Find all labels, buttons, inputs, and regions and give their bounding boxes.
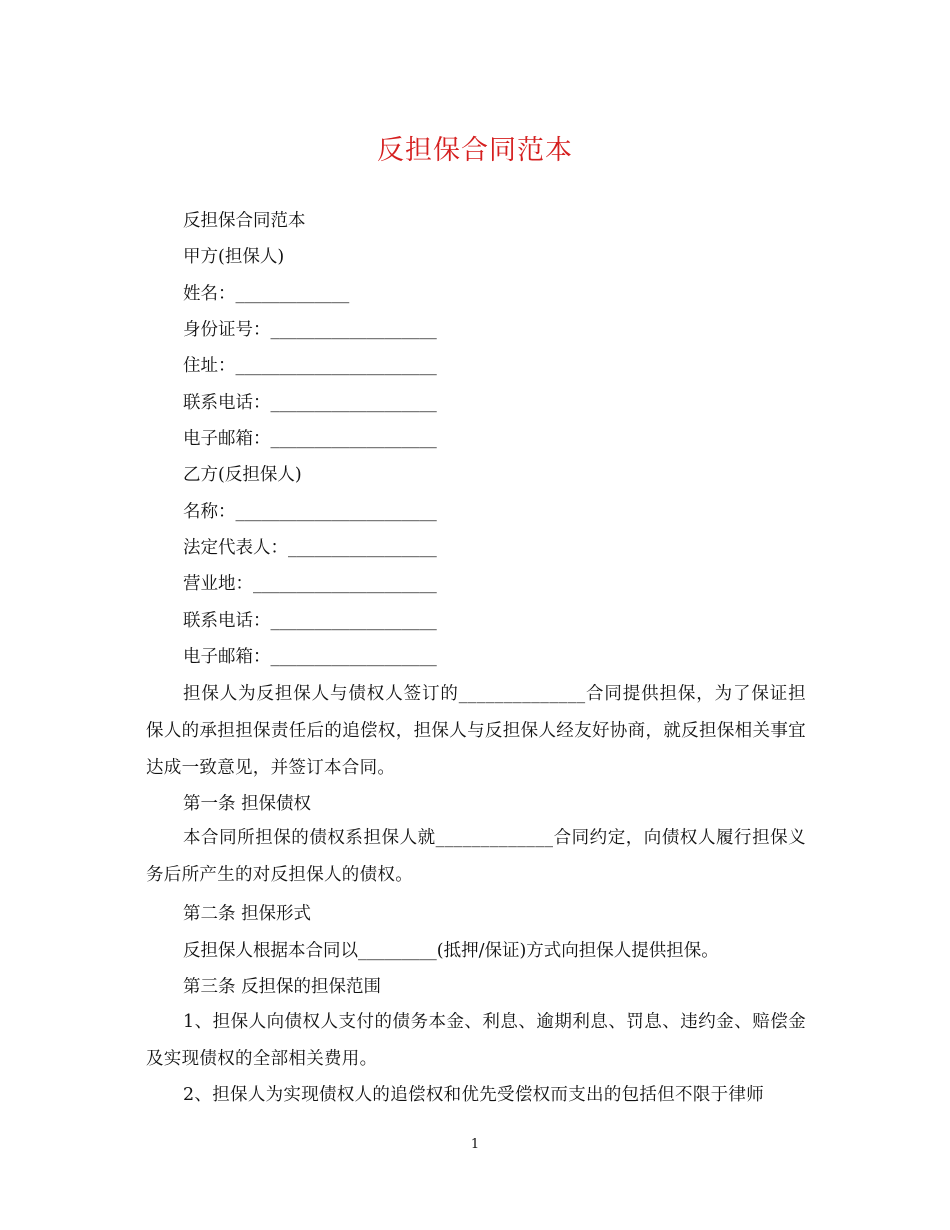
party-a-address-field: 住址：_______________________ — [183, 356, 437, 376]
document-title: 反担保合同范本 — [377, 135, 573, 166]
article-2-text: 反担保人根据本合同以_________(抵押/保证)方式向担保人提供担保。 — [183, 941, 719, 961]
party-a-name-field: 姓名：_____________ — [183, 284, 350, 304]
article-1-title: 第一条 担保债权 — [183, 794, 312, 814]
article-3-item-1: 1、担保人向债权人支付的债务本金、利息、逾期利息、罚息、违约金、赔偿金及实现债权的全部相关费用。 — [146, 1012, 806, 1069]
article-3-item-2: 2、担保人为实现债权人的追偿权和优先受偿权而支出的包括但不限于律师 — [183, 1085, 765, 1105]
party-b-email-field: 电子邮箱：___________________ — [183, 647, 437, 667]
party-a-email-field: 电子邮箱：___________________ — [183, 429, 437, 449]
party-a-phone-field: 联系电话：___________________ — [183, 393, 437, 413]
party-a-heading: 甲方(担保人) — [183, 247, 285, 267]
page-number: 1 — [470, 1137, 480, 1152]
party-b-heading: 乙方(反担保人) — [183, 465, 302, 485]
subtitle-line: 反担保合同范本 — [183, 211, 306, 231]
party-b-name-field: 名称：_______________________ — [183, 502, 437, 522]
article-1-text: 本合同所担保的债权系担保人就_____________合同约定，向债权人履行担保义务后所产生的对反担保人的债权。 — [146, 828, 806, 885]
article-2-title: 第二条 担保形式 — [183, 904, 312, 924]
party-b-representative-field: 法定代表人：_________________ — [183, 538, 437, 558]
party-a-id-field: 身份证号：___________________ — [183, 320, 437, 340]
article-3-title: 第三条 反担保的担保范围 — [183, 977, 382, 997]
party-b-phone-field: 联系电话：___________________ — [183, 611, 437, 631]
intro-paragraph: 担保人为反担保人与债权人签订的______________合同提供担保，为了保证担保人的承担担保责任后的追偿权，担保人与反担保人经友好协商，就反担保相关事宜达成一致意见，并签订本合同。 — [146, 684, 806, 778]
party-b-business-address-field: 营业地：_____________________ — [183, 574, 437, 594]
